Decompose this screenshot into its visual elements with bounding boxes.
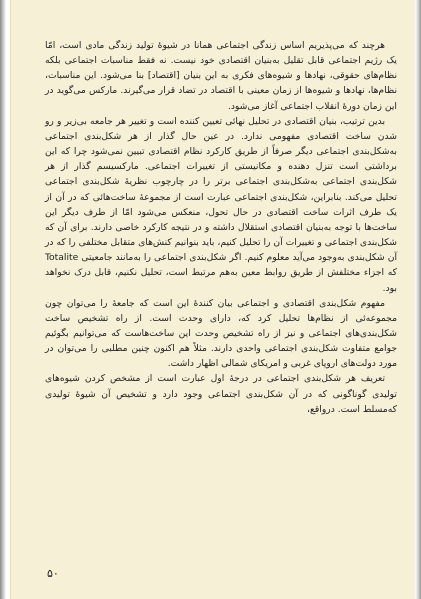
paragraph-4: تعریف هر شکل‌بندی اجتماعی در درجهٔ اول عبارت است از مشخص کردن شیوه‌های تولیدی گوناگونی که در آن شکل‌بندی اجتماعی وجود دارد و تشخیص آن شیوهٔ تولیدی که‌مسلط است. درواقع، (45, 373, 397, 415)
paragraph-2: بدین ترتیب، بنیان اقتصادی در تحلیل نهائی تعیین کننده است و تغییر هر جامعه بی‌زیر و رو شدن ساخت اقتصادی مفهومی ندارد. در عین حال گذار از هر شکل‌بندی اجتماعی به‌شکل‌بندی اجتماعی دیگر صرفاً از طریق کارکرد نظام اقتصادی تبیین نمی‌شود چرا که این برداشتی است تنزل دهنده و مکانیستی از تغییرات اجتماعی. مارکسیسم گذار از هر شکل‌بندی اجتماعی به‌شکل‌بندی اجتماعی برتر را در چارچوب نظریهٔ شکل‌بندی اجتماعی تحلیل می‌کند. بنابراین، شکل‌بندی اجتماعی عبارت است از مجموعهٔ ساخت‌هائی که در آن از یک طرف اثرات ساخت اقتصادی در حال تحول، منعکس می‌شود امّا از طرف دیگر این ساخت‌ها با توجه به‌بنیان اقتصادی استقلال داشته و در نتیجه کارکرد خاصی دارند. برای آن که شکل‌بندی اجتماعی و تغییرات آن را تحلیل کنیم، باید بنوانیم کنش‌های متقابل مختلفی را که در آن شکل‌بندی به‌وجود می‌آید معلوم کنیم. اگر شکل‌بندی اجتماعی را به‌مانند جامعیتی Totalite که اجزاء مختلفش از طریق روابط معین به‌هم مرتبط است، تحلیل نکنیم، قابل درک نخواهد بود. (45, 115, 397, 294)
paragraph-1: هرچند که می‌پذیریم اساس زندگی اجتماعی همانا در شیوهٔ تولید زندگی مادی است، امّا یک رژیم اجتماعی قابل تقلیل به‌بنیان اقتصادی خود نیست. نه فقط مناسبات اجتماعی بلکه نظام‌های حقوقی، نهادها و شیوه‌های فکری به این بنیان [اقتصاد] بنا می‌شود. این مناسبات، نظام‌ها، نهادها و شیوه‌ها از زمان معینی با اقتصاد در تضاد قرار می‌گیرند. مارکس می‌گوید در این زمان دورهٔ انقلاب اجتماعی آغاز می‌شود. (45, 40, 397, 112)
body-text (45, 38, 397, 417)
page-number: ۵۰ (47, 567, 59, 580)
scan-edge-left (0, 0, 6, 599)
paragraph-3: مفهوم شکل‌بندی اقتصادی و اجتماعی بیان کنندهٔ این است که جامعهٔ را می‌توان چون مجموعه‌ئی از نظام‌ها تحلیل کرد که، دارای وحدت است. از راه تشخیص ساخت شکل‌بندی‌های اجتماعی و نیز از راه تشخیص وحدت این ساخت‌هاست که می‌توانیم بگوئیم جوامع متفاوت شکل‌بندی اجتماعی واحدی دارند. مثلاً هم اکنون چنین مطلبی را می‌توان در مورد دولت‌های اروپای غربی و امریکای شمالی اظهار داشت. (45, 297, 397, 370)
scan-edge-right (415, 0, 421, 599)
book-page (10, 0, 415, 599)
